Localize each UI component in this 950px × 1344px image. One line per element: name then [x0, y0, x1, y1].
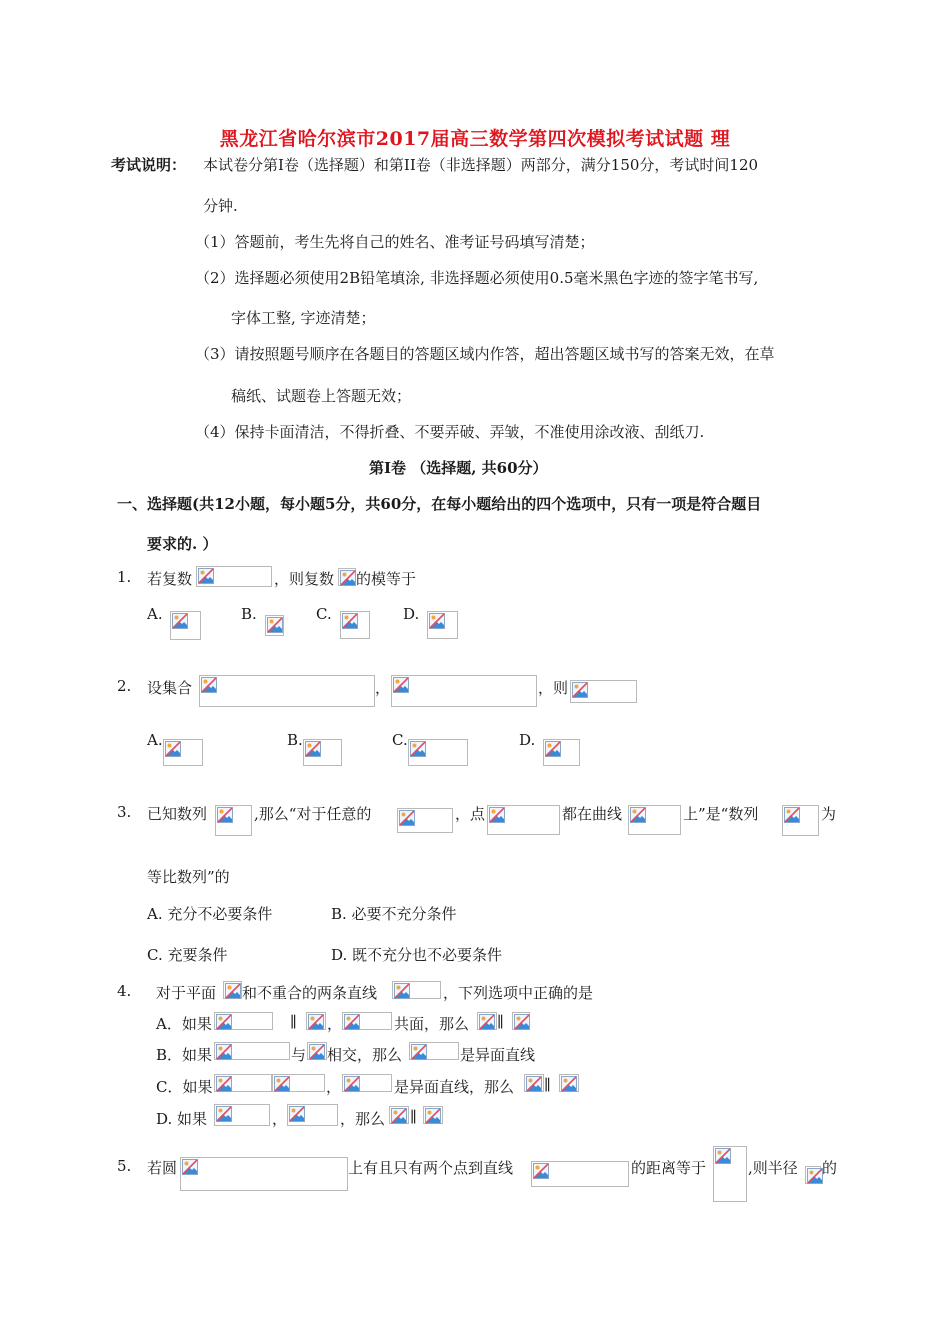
broken-image-icon	[309, 1044, 325, 1060]
formula-image	[215, 805, 252, 836]
q3-number: 3.	[117, 803, 132, 821]
q5-text-d: ,则半径	[748, 1159, 798, 1177]
formula-image	[307, 1042, 327, 1060]
q4-option-c-text-a: C．如果	[156, 1078, 213, 1096]
formula-image	[287, 1104, 338, 1126]
q2-option-a: A.	[147, 731, 163, 749]
q4-option-b-text-c: 相交，那么	[327, 1046, 403, 1064]
q3-text-e: 上”是“数列	[683, 805, 759, 823]
q3-text-line-2: 等比数列”的	[147, 868, 230, 886]
broken-image-icon	[526, 1076, 542, 1092]
formula-image	[199, 675, 375, 707]
formula-image	[524, 1074, 544, 1092]
q1-text-a: 若复数	[147, 570, 193, 588]
broken-image-icon	[572, 682, 588, 698]
broken-image-icon	[201, 677, 217, 693]
formula-image	[342, 1074, 392, 1092]
note-1: （1）答题前，考生先将自己的姓名、准考证号码填写清楚；	[195, 233, 595, 251]
q4-number: 4.	[117, 982, 132, 1000]
q5-text-e: 的	[822, 1159, 838, 1177]
q4-option-d-text-c: ，那么	[340, 1110, 386, 1128]
formula-image	[531, 1161, 629, 1187]
q4-option-a-text-b: ∥	[290, 1013, 297, 1031]
q4-option-c-text-d: ∥	[544, 1076, 551, 1094]
q2-text-b: ，	[375, 679, 391, 697]
q2-option-c: C.	[392, 731, 408, 749]
q1-text-c: 的模等于	[356, 570, 417, 588]
q2-text-c: ，则	[538, 679, 569, 697]
q5-text-a: 若圆	[147, 1159, 178, 1177]
formula-image	[223, 981, 242, 999]
note-2: （2）选择题必须使用2B铅笔填涂, 非选择题必须使用0.5毫米黑色字迹的签字笔书写,	[195, 269, 759, 287]
q4-text-c: ，下列选项中正确的是	[443, 984, 594, 1002]
q5-number: 5.	[117, 1157, 132, 1175]
formula-image	[272, 1074, 325, 1092]
q3-text-d: 都在曲线	[562, 805, 623, 823]
q3-option-b: B. 必要不充分条件	[331, 905, 457, 923]
formula-image	[214, 1074, 272, 1092]
broken-image-icon	[274, 1076, 290, 1092]
q1-number: 1.	[117, 568, 132, 586]
q1-option-d: D.	[403, 605, 420, 623]
formula-image	[805, 1166, 821, 1184]
formula-image	[338, 568, 356, 586]
q1-option-c: C.	[316, 605, 332, 623]
broken-image-icon	[308, 1014, 324, 1030]
q3-text-a: 已知数列	[147, 805, 208, 823]
broken-image-icon	[198, 568, 214, 584]
q4-option-b-text-d: 是异面直线	[460, 1046, 536, 1064]
formula-image	[180, 1157, 348, 1191]
broken-image-icon	[514, 1014, 530, 1030]
broken-image-icon	[344, 1014, 360, 1030]
q3-text-f: 为	[821, 805, 837, 823]
broken-image-icon	[784, 807, 800, 823]
broken-image-icon	[289, 1106, 305, 1122]
formula-image	[512, 1012, 530, 1030]
note-2-cont: 字体工整, 字迹清楚；	[231, 309, 376, 327]
formula-image	[559, 1074, 579, 1092]
q3-option-c: C. 充要条件	[147, 946, 228, 964]
broken-image-icon	[340, 570, 356, 586]
formula-image	[391, 675, 537, 707]
formula-image	[389, 1106, 409, 1124]
broken-image-icon	[533, 1163, 549, 1179]
broken-image-icon	[561, 1076, 577, 1092]
intro-label: 考试说明：	[111, 156, 187, 174]
formula-image	[340, 611, 370, 639]
q3-text-c: ，点	[455, 805, 486, 823]
q4-option-c-text-b: ，	[326, 1078, 342, 1096]
part-one-line-1: 一、选择题(共12小题，每小题5分，共60分，在每小题给出的四个选项中，只有一项是符合题目	[117, 495, 762, 513]
broken-image-icon	[807, 1168, 823, 1184]
q4-option-b-text-a: B．如果	[156, 1046, 213, 1064]
formula-image	[392, 981, 441, 999]
broken-image-icon	[393, 677, 409, 693]
broken-image-icon	[267, 617, 283, 633]
broken-image-icon	[410, 741, 426, 757]
broken-image-icon	[165, 741, 181, 757]
formula-image	[409, 1042, 459, 1060]
broken-image-icon	[216, 1044, 232, 1060]
intro-line-1: 本试卷分第I卷（选择题）和第II卷（非选择题）两部分，满分150分，考试时间120	[203, 156, 759, 174]
q2-option-b: B.	[287, 731, 303, 749]
formula-image	[713, 1146, 747, 1202]
q4-option-d-text-a: D. 如果	[156, 1110, 208, 1128]
formula-image	[214, 1042, 290, 1060]
section-heading: 第I卷 （选择题, 共60分）	[369, 459, 548, 477]
q3-text-b: ,那么“对于任意的	[254, 805, 372, 823]
q2-number: 2.	[117, 677, 132, 695]
broken-image-icon	[391, 1108, 407, 1124]
formula-image	[214, 1012, 273, 1030]
formula-image	[163, 739, 203, 766]
formula-image	[427, 611, 458, 639]
q2-text-a: 设集合	[147, 679, 193, 697]
note-3: （3）请按照题号顺序在各题目的答题区域内作答，超出答题区域书写的答案无效，在草	[195, 345, 775, 363]
broken-image-icon	[399, 810, 415, 826]
formula-image	[570, 680, 637, 703]
broken-image-icon	[216, 1076, 232, 1092]
broken-image-icon	[545, 741, 561, 757]
broken-image-icon	[305, 741, 321, 757]
broken-image-icon	[479, 1014, 495, 1030]
formula-image	[423, 1106, 443, 1124]
formula-image	[782, 805, 819, 836]
q4-option-a-text-c: ，	[327, 1015, 343, 1033]
note-3-cont: 稿纸、试题卷上答题无效；	[231, 387, 412, 405]
q4-text-a: 对于平面	[156, 984, 217, 1002]
part-one-line-2: 要求的. ）	[147, 535, 218, 553]
q5-text-c: 的距离等于	[631, 1159, 707, 1177]
note-4: （4）保持卡面清洁，不得折叠、不要弄破、弄皱，不准使用涂改液、刮纸刀.	[195, 423, 705, 441]
broken-image-icon	[429, 613, 445, 629]
intro-line-2: 分钟.	[203, 197, 238, 215]
formula-image	[477, 1012, 497, 1030]
q4-option-d-text-d: ∥	[410, 1108, 417, 1126]
page-title: 黑龙江省哈尔滨市2017届高三数学第四次模拟考试试题 理	[219, 128, 731, 150]
broken-image-icon	[630, 807, 646, 823]
broken-image-icon	[216, 1014, 232, 1030]
broken-image-icon	[172, 613, 188, 629]
q3-option-d: D. 既不充分也不必要条件	[331, 946, 503, 964]
broken-image-icon	[715, 1148, 731, 1164]
formula-image	[265, 615, 284, 636]
q4-option-d-text-b: ，	[272, 1110, 288, 1128]
q4-option-b-text-b: 与	[291, 1046, 307, 1064]
q1-text-b: ，则复数	[274, 570, 335, 588]
formula-image	[408, 739, 468, 766]
q4-option-a-text-a: A．如果	[156, 1015, 212, 1033]
broken-image-icon	[394, 983, 410, 999]
formula-image	[303, 739, 342, 766]
formula-image	[342, 1012, 392, 1030]
broken-image-icon	[344, 1076, 360, 1092]
formula-image	[397, 808, 453, 833]
q4-option-c-text-c: 是异面直线，那么	[394, 1078, 515, 1096]
formula-image	[196, 566, 272, 587]
formula-image	[306, 1012, 326, 1030]
q4-option-a-text-e: ∥	[497, 1013, 504, 1031]
q4-text-b: 和不重合的两条直线	[242, 984, 378, 1002]
q4-option-a-text-d: 共面，那么	[394, 1015, 470, 1033]
broken-image-icon	[489, 807, 505, 823]
formula-image	[214, 1104, 270, 1126]
broken-image-icon	[182, 1159, 198, 1175]
formula-image	[487, 805, 560, 835]
q1-option-b: B.	[241, 605, 257, 623]
q2-option-d: D.	[519, 731, 536, 749]
formula-image	[543, 739, 580, 766]
broken-image-icon	[342, 613, 358, 629]
q1-option-a: A.	[147, 605, 163, 623]
broken-image-icon	[217, 807, 233, 823]
broken-image-icon	[225, 983, 241, 999]
q5-text-b: 上有且只有两个点到直线	[348, 1159, 514, 1177]
q3-option-a: A. 充分不必要条件	[147, 905, 273, 923]
broken-image-icon	[411, 1044, 427, 1060]
broken-image-icon	[216, 1106, 232, 1122]
formula-image	[628, 805, 681, 835]
broken-image-icon	[425, 1108, 441, 1124]
formula-image	[170, 611, 201, 640]
